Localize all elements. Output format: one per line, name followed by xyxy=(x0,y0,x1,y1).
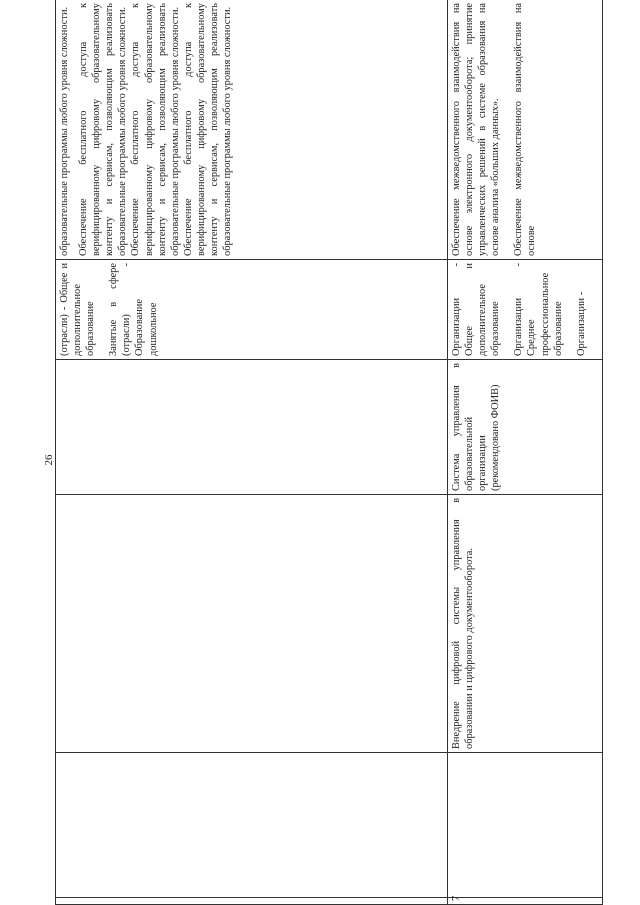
empty-cell xyxy=(448,753,603,898)
system-cell: Система управления в образовательной организации (рекомендовано ФОИВ) xyxy=(448,360,603,495)
effect-text: Обеспечение межведомственного взаимодействия на основе xyxy=(513,3,538,256)
effect-text: Обеспечение бесплатного доступа к верифицированному цифровому образовательному контенту и сервисам, позволяющим реализовать образовательные программы любого уровня сложности. xyxy=(130,3,181,256)
org-text: (отрасли) - Общее и дополнительное образование xyxy=(59,263,97,356)
effect-text: образовательные программы любого уровня сложности. xyxy=(59,6,70,256)
organizations-cell xyxy=(448,260,603,360)
effect-text: Обеспечение бесплатного доступа к верифицированному цифровому образовательному контенту и сервисам, позволяющим реализовать образовательные программы любого уровня сложности. xyxy=(182,3,234,256)
org-text: Занятые в сфере (отрасли) - Образование дошкольное xyxy=(108,263,159,356)
org-text: Организации - Среднее профессиональное образование xyxy=(513,263,564,356)
system-cell xyxy=(56,360,448,495)
row-number-cell xyxy=(56,898,448,905)
rotated-table-wrapper xyxy=(55,0,615,905)
table-row xyxy=(448,0,603,905)
effect-text: Обеспечение бесплатного доступа к верифицированному цифровому образовательному контенту и сервисам, позволяющим реализовать образовательные программы любого уровня сложности. xyxy=(78,3,129,256)
measures-table xyxy=(55,0,603,905)
task-cell xyxy=(56,753,448,898)
table-row xyxy=(56,0,448,905)
task-cell: Внедрение цифровой системы управления в образовании и цифрового документооборота. xyxy=(448,495,603,753)
effects-cell xyxy=(448,0,603,260)
organizations-cell xyxy=(56,260,448,360)
page-number: 26 xyxy=(43,454,55,466)
effect-text: Обеспечение межведомственного взаимодействия на основе электронного документооборота; принятие управленческих решений в системе образования на основе анализа «больших данных». xyxy=(451,3,502,256)
org-text: Организации - xyxy=(575,291,587,356)
org-text: Организации - Общее и дополнительное образование xyxy=(451,263,502,356)
effects-cell xyxy=(56,0,448,260)
empty-cell xyxy=(56,495,448,753)
row-number-cell: 7 xyxy=(448,898,603,905)
